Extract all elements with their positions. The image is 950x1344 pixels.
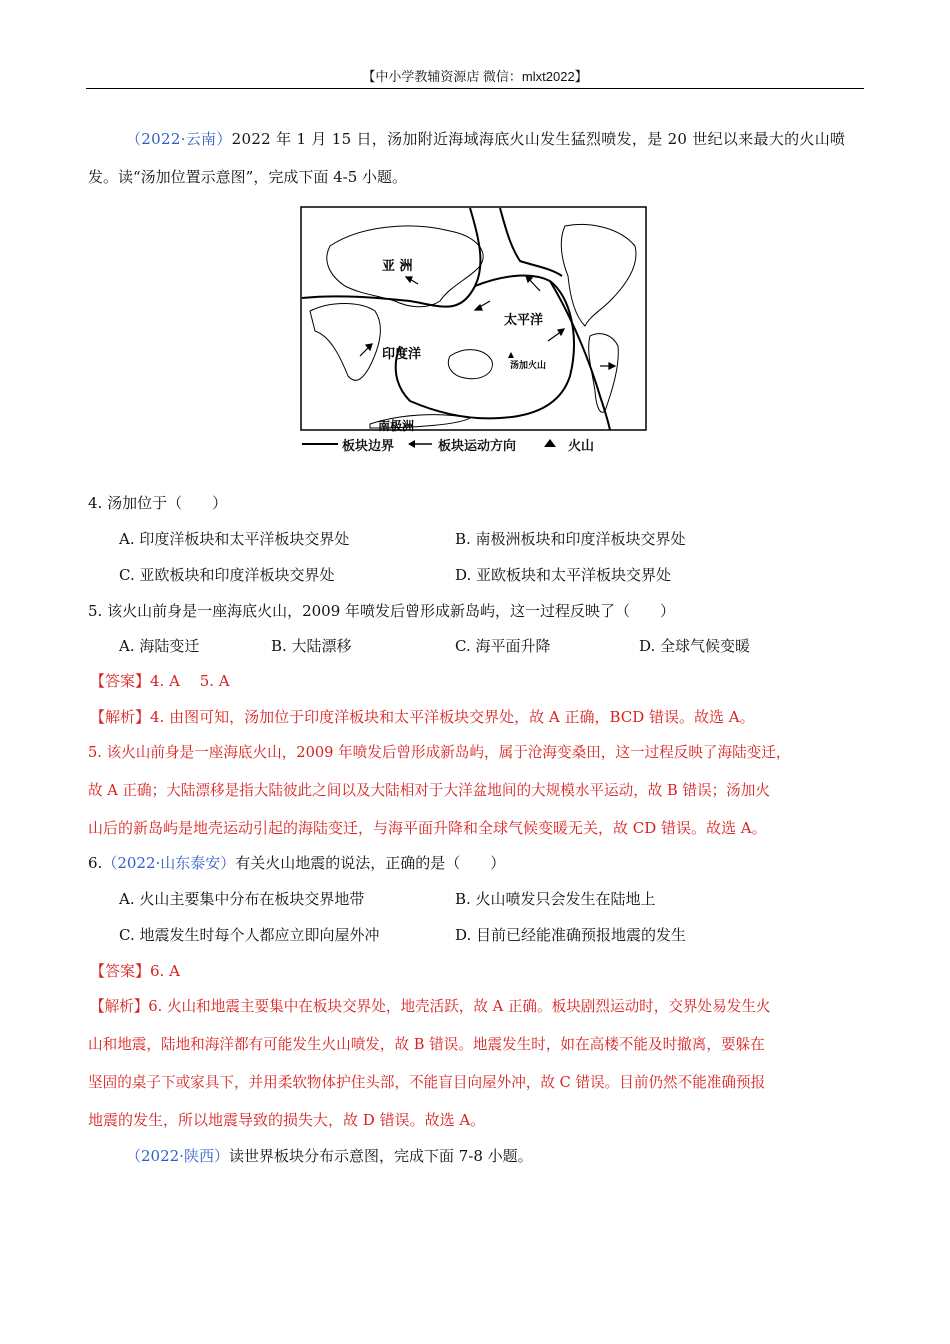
q4-option-c: C. 亚欧板块和印度洋板块交界处 [119,566,335,584]
legend-direction-label: 板块运动方向 [438,439,517,454]
tonga-location-map [300,206,648,432]
answer-text: 4. A 5. A [150,672,230,690]
label-antarctica: 南极洲 [378,419,415,432]
analysis-text: 4. 由图可知，汤加位于印度洋板块和太平洋板块交界处，故 A 正确，BCD 错误。故选 A。 [150,708,755,726]
analysis-6-line-3: 坚固的桌子下或家具下，并用柔软物体护住头部，不能盲目向屋外冲，故 C 错误。目前仍然不能准确预报 [88,1074,766,1091]
q6-stem [88,852,866,874]
q4-option-b: B. 南极洲板块和印度洋板块交界处 [455,530,686,548]
intro-line-2: 发。读“汤加位置示意图”，完成下面 4-5 小题。 [88,168,408,186]
answer-label: 【答案】 [90,962,151,980]
label-pacific: 太平洋 [504,313,544,328]
map-legend [300,434,650,454]
legend-boundary-symbol [302,439,342,449]
answer-6 [90,960,868,982]
q6-option-c: C. 地震发生时每个人都应立即向屋外冲 [119,926,380,944]
answer-text: 6. A [150,962,180,980]
answer-label: 【答案】 [90,672,151,690]
intro-text-1: 2022 年 1 月 15 日，汤加附近海域海底火山发生猛烈喷发，是 20 世纪以来最大的火山喷 [231,130,846,148]
q5-stem: 5. 该火山前身是一座海底火山，2009 年喷发后曾形成新岛屿，这一过程反映了（ ） [88,602,676,620]
map-svg [300,206,648,432]
q4-option-d: D. 亚欧板块和太平洋板块交界处 [455,566,672,584]
intro-line-1 [88,128,866,150]
q4-option-a: A. 印度洋板块和太平洋板块交界处 [119,530,350,548]
legend-volcano-symbol [544,438,556,448]
q6-source: （2022·山东泰安） [102,854,236,872]
analysis-6-line-2: 山和地震，陆地和海洋都有可能发生火山喷发，故 B 错误。地震发生时，如在高楼不能及时撤离，要躲在 [88,1036,765,1053]
intro2-source: （2022·陕西） [126,1147,229,1165]
page-header: 【中小学教辅资源店 微信：mlxt2022】 [86,66,864,89]
q5-option-d: D. 全球气候变暖 [639,637,751,655]
analysis-4-5-line-4: 山后的新岛屿是地壳运动引起的海陆变迁，与海平面升降和全球气候变暖无关，故 CD 错误。故选 A。 [88,819,767,837]
q6-option-a: A. 火山主要集中分布在板块交界地带 [119,890,365,908]
intro2-line [88,1145,904,1167]
intro2-text: 读世界板块分布示意图，完成下面 7-8 小题。 [228,1147,533,1165]
q5-option-c: C. 海平面升降 [455,637,551,655]
label-tonga-volcano: 汤加火山 [510,361,547,371]
q6-option-d: D. 目前已经能准确预报地震的发生 [455,926,687,944]
analysis-6-line-1 [90,996,868,1018]
q5-option-b: B. 大陆漂移 [271,637,352,655]
q4-stem: 4. 汤加位于（ ） [88,494,228,512]
q6-option-b: B. 火山喷发只会发生在陆地上 [455,890,656,908]
analysis-4-5-line-3: 故 A 正确；大陆漂移是指大陆彼此之间以及大陆相对于大洋盆地间的大规模水平运动，故 B 错误；汤加火 [88,782,770,799]
q6-number: 6. [88,854,103,872]
legend-volcano-label: 火山 [568,439,595,454]
label-indian-ocean: 印度洋 [382,347,422,362]
legend-arrow-symbol [408,439,434,449]
q5-option-a: A. 海陆变迁 [119,637,200,655]
analysis-label: 【解析】 [90,708,151,726]
analysis-text: 6. 火山和地震主要集中在板块交界处，地壳活跃，故 A 正确。板块剧烈运动时，交界处易发生火 [148,998,771,1015]
answer-4-5 [90,670,868,692]
legend-boundary-label: 板块边界 [342,439,395,454]
q6-text: 有关火山地震的说法，正确的是（ ） [235,854,506,872]
analysis-6-line-4: 地震的发生，所以地震导致的损失大，故 D 错误。故选 A。 [88,1111,486,1129]
analysis-4-5-line-2: 5. 该火山前身是一座海底火山，2009 年喷发后曾形成新岛屿，属于沧海变桑田，这一过程反映了海陆变迁， [88,744,791,761]
intro-source: （2022·云南） [126,130,232,148]
analysis-label: 【解析】 [90,998,149,1015]
label-asia: 亚 洲 [382,259,413,274]
analysis-4-5-line-1 [90,706,868,728]
